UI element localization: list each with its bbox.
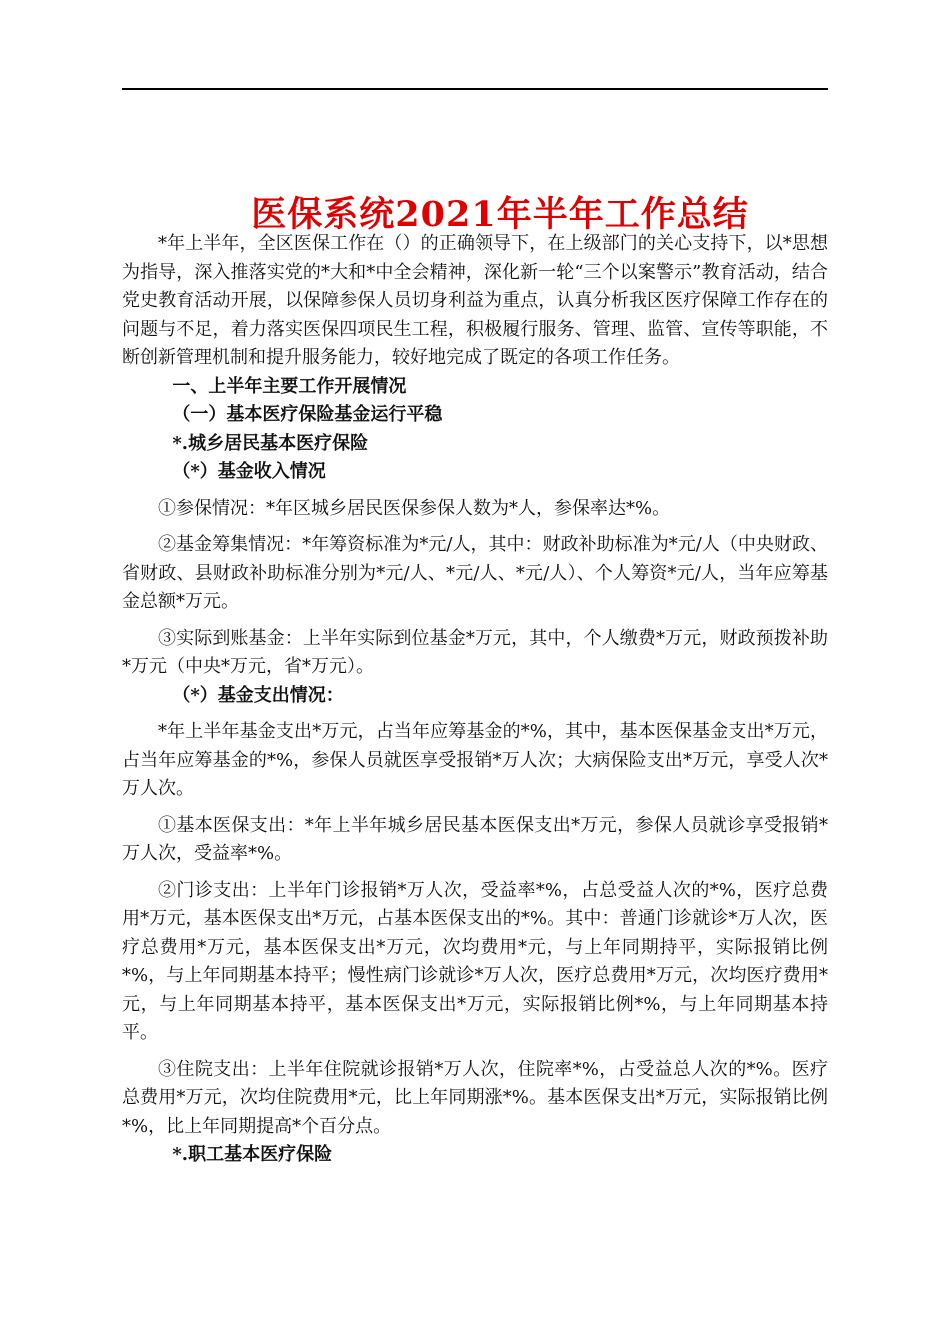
paragraph-basic-insurance: ①基本医保支出：*年上半年城乡居民基本医保支出*万元，参保人员就诊享受报销*万人次，受益率*%。 <box>122 814 828 864</box>
item-heading-employee-insurance: *.职工基本医疗保险 <box>172 1144 333 1165</box>
intro-paragraph: *年上半年，全区医保工作在（）的正确领导下，在上级部门的关心支持下，以*思想为指导，深入推落实党的*大和*中全会精神，深化新一轮“三个以案警示”教育活动，结合党史教育活动开展，以保障参保人员切身利益为重点，认真分析我区医疗保障工作存在的问题与不足，着力落实医保四项民生工程，积极履行服务、管理、监管、宣传等职能，不断创新管理机制和提升服务能力，较好地完成了既定的各项工作任务。 <box>122 233 828 368</box>
paragraph-inpatient: ③住院支出：上半年住院就诊报销*万人次，住院率*%，占受益总人次的*%。医疗总费用*万元，次均住院费用*元，比上年同期涨*%。基本医保支出*万元，实际报销比例*%，比上年同期提高*个百分点。 <box>122 1058 828 1137</box>
paragraph-expenditure-summary: *年上半年基金支出*万元，占当年应筹基金的*%，其中，基本医保基金支出*万元，占当年应筹基金的*%，参保人员就医享受报销*万人次；大病保险支出*万元，享受人次*万人次。 <box>122 721 828 799</box>
paragraph-fund-raising: ②基金筹集情况：*年筹资标准为*元/人，其中：财政补助标准为*元/人（中央财政、省财政、县财政补助标准分别为*元/人、*元/人、*元/人）、个人筹资*元/人，当年应筹基金总额*万元。 <box>122 534 828 612</box>
paragraph-outpatient: ②门诊支出：上半年门诊报销*万人次，受益率*%，占总受益人次的*%，医疗总费用*万元，基本医保支出*万元，占基本医保支出的*%。其中：普通门诊就诊*万人次，医疗总费用*万元，基本医保支出*万元，次均费用*元，与上年同期持平，实际报销比例*%，与上年同期基本持平；慢性病门诊就诊*万人次，医疗总费用*万元，次均医疗费用*元，与上年同期基本持平，基本医保支出*万元，实际报销比例*%，与上年同期基本持平。 <box>122 879 828 1043</box>
paragraph-actual-funds: ③实际到账基金：上半年实际到位基金*万元，其中，个人缴费*万元，财政预拨补助*万元（中央*万元，省*万元）。 <box>122 627 828 677</box>
document-title: 医保系统2021年半年工作总结 <box>251 194 749 235</box>
paragraph-enrollment: ①参保情况：*年区城乡居民医保参保人数为*人，参保率达*%。 <box>158 497 671 519</box>
section-heading-1: 一、上半年主要工作开展情况 <box>172 375 407 397</box>
item-heading-urban-rural: *.城乡居民基本医疗保险 <box>172 432 369 454</box>
item-heading-fund-expenditure: （*）基金支出情况： <box>172 684 344 706</box>
item-heading-fund-income: （*）基金收入情况 <box>172 461 326 482</box>
document-body <box>122 230 828 1170</box>
header-rule <box>122 88 828 90</box>
subsection-heading-1: （一）基本医疗保险基金运行平稳 <box>172 404 443 425</box>
